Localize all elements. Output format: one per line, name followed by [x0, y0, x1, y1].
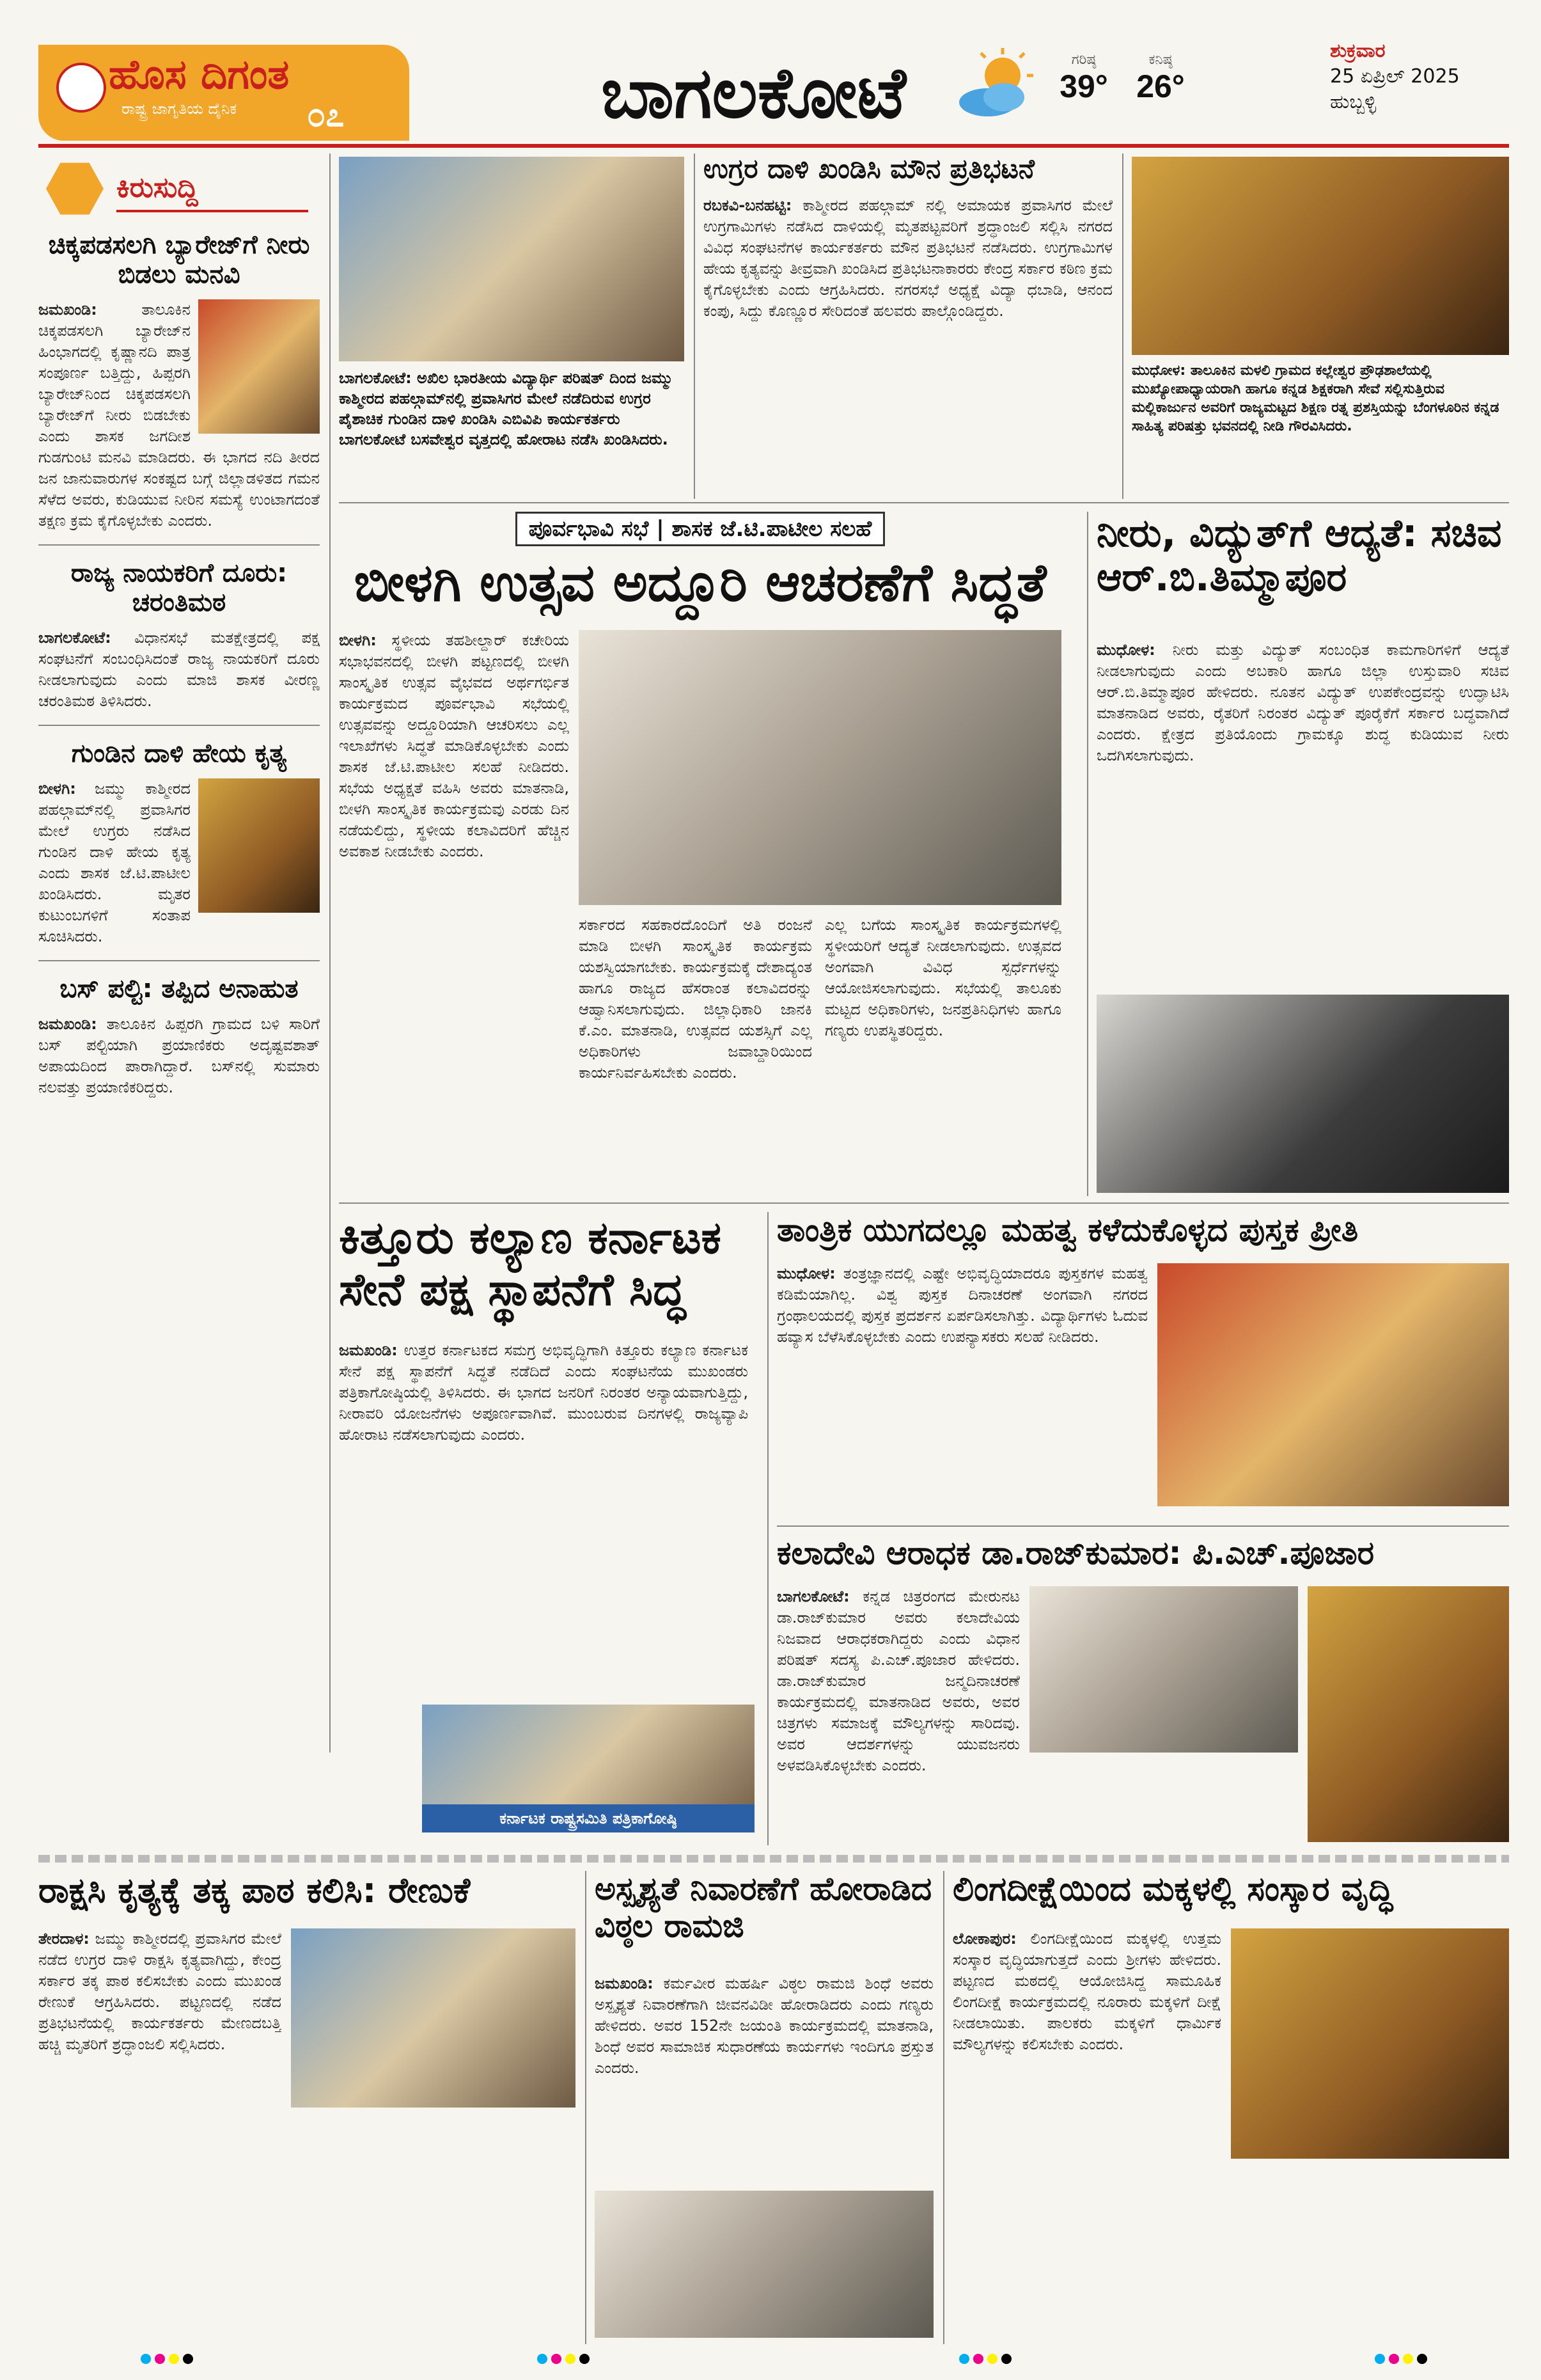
min-temp: ಕನಿಷ್ಠ 26° [1136, 51, 1185, 104]
registration-marks [141, 2354, 197, 2367]
emblem-icon [56, 63, 106, 113]
column-rule [585, 1871, 586, 2344]
book-headline: ತಾಂತ್ರಿಕ ಯುಗದಲ್ಲೂ ಮಹತ್ವ ಕಳೆದುಕೊಳ್ಳದ ಪುಸ್ತಕ ಪ್ರೀತಿ [777, 1212, 1359, 1249]
kirusuddi-header: ಕಿರುಸುದ್ದಿ [46, 160, 315, 217]
brief-headline: ಚಿಕ್ಕಪಡಸಲಗಿ ಬ್ಯಾರೇಜ್‌ಗೆ ನೀರು ಬಿಡಲು ಮನವಿ [48, 230, 310, 289]
row-rule [777, 1525, 1509, 1527]
meeting-photo [579, 630, 1061, 905]
diksha-photo [1231, 1928, 1509, 2159]
day-name: ಶುಕ್ರವಾರ [1330, 40, 1386, 62]
column-rule [767, 1212, 769, 1845]
photo-caption: ಬಾಗಲಕೋಟೆ: ಅಖಿಲ ಭಾರತೀಯ ವಿದ್ಯಾರ್ಥಿ ಪರಿಷತ್ ದಿಂದ ಜಮ್ಮು ಕಾಶ್ಮೀರದ ಪಹಲ್ಗಾಮ್‌ನಲ್ಲಿ ಪ್ರವಾಸಿಗರ ಮೇಲೆ ನಡೆದಿರುವ ಉಗ್ರರ ಪೈಶಾಚಿಕ ಗುಂಡಿನ ದಾಳಿ ಖಂಡಿಸಿ ಎಬಿವಿಪಿ ಕಾರ್ಯಕರ್ತರು ಬಾಗಲಕೋಟೆ ಬಸವೇಶ್ವರ ವೃತ್ತದಲ್ಲಿ ಹೋರಾಟ ನಡೆಸಿ ಖಂಡಿಸಿದರು. [339, 369, 673, 448]
column-rule [1087, 512, 1088, 1196]
water-body: ಮುಧೋಳ: ನೀರು ಮತ್ತು ವಿದ್ಯುತ್ ಸಂಬಂಧಿತ ಕಾಮಗಾರಿಗಳಿಗೆ ಆದ್ಯತೆ ನೀಡಲಾಗುವುದು ಎಂದು ಅಬಕಾರಿ ಹಾಗೂ ಜಿಲ್ಲಾ ಉಸ್ತುವಾರಿ ಸಚಿವ ಆರ್.ಬಿ.ತಿಮ್ಮಾಪೂರ ಹೇಳಿದರು. ನೂತನ ವಿದ್ಯುತ್ ಉಪಕೇಂದ್ರವನ್ನು ಉದ್ಘಾಟಿಸಿ ಮಾತನಾಡಿದ ಅವರು, ರೈತರಿಗೆ ನಿರಂತರ ವಿದ್ಯುತ್ ಪೂರೈಕೆಗೆ ಸರ್ಕಾರ ಬದ್ಧವಾಗಿದೆ ಎಂದರು. ಕ್ಷೇತ್ರದ ಪ್ರತಿಯೊಂದು ಗ್ರಾಮಕ್ಕೂ ಶುದ್ಧ ಕುಡಿಯುವ ನೀರು ಒದಗಿಸಲಾಗುವುದು. [1097, 641, 1509, 764]
brief-photo [198, 778, 320, 913]
brief-headline: ರಾಜ್ಯ ನಾಯಕರಿಗೆ ದೂರು: ಚರಂತಿಮಠ [70, 558, 288, 617]
banner-text: ಕರ್ನಾಟಕ ರಾಷ್ಟ್ರಸಮಿತಿ ಪತ್ರಿಕಾಗೋಷ್ಠಿ [422, 1804, 755, 1832]
hand-icon [46, 160, 104, 217]
edition-title: ಬಾಗಲಕೋಟೆ [601, 52, 906, 134]
date-block [1330, 38, 1509, 122]
section-divider [38, 1855, 1509, 1863]
registration-marks [1375, 2354, 1431, 2367]
column-rule [694, 154, 695, 499]
date-text: 25 ಏಪ್ರಿಲ್ 2025 [1330, 65, 1460, 88]
bottom-body: ತೇರದಾಳ: ಜಮ್ಮು ಕಾಶ್ಮೀರದಲ್ಲಿ ಪ್ರವಾಸಿಗರ ಮೇಲೆ ನಡೆದ ಉಗ್ರರ ದಾಳಿ ರಾಕ್ಷಸಿ ಕೃತ್ಯವಾಗಿದ್ದು, ಕೇಂದ್ರ ಸರ್ಕಾರ ತಕ್ಕ ಪಾಠ ಕಲಿಸಬೇಕು ಎಂದು ಮುಖಂಡ ರೇಣುಕೆ ಆಗ್ರಹಿಸಿದರು. ಪಟ್ಟಣದಲ್ಲಿ ನಡೆದ ಪ್ರತಿಭಟನೆಯಲ್ಲಿ ಕಾರ್ಯಕರ್ತರು ಮೇಣದಬತ್ತಿ ಹಚ್ಚಿ ಮೃತರಿಗೆ ಶ್ರದ್ಧಾಂಜಲಿ ಸಲ್ಲಿಸಿದರು. [38, 1930, 281, 2053]
bottom-headline: ರಾಕ್ಷಸಿ ಕೃತ್ಯಕ್ಕೆ ತಕ್ಕ ಪಾಠ ಕಲಿಸಿ: ರೇಣುಕೆ [38, 1871, 471, 1911]
brief-body: ಜಮಖಂಡಿ: ತಾಲೂಕಿನ ಹಿಪ್ಪರಗಿ ಗ್ರಾಮದ ಬಳಿ ಸಾರಿಗೆ ಬಸ್ ಪಲ್ಟಿಯಾಗಿ ಪ್ರಯಾಣಿಕರು ಅದೃಷ್ಟವಶಾತ್ ಅಪಾಯದಿಂದ ಪಾರಾಗಿದ್ದಾರೆ. ಬಸ್‌ನಲ್ಲಿ ಸುಮಾರು ನಲವತ್ತು ಪ್ರಯಾಣಿಕರಿದ್ದರು. [38, 1015, 320, 1096]
main-kicker: ಪೂರ್ವಭಾವಿ ಸಭೆ | ಶಾಸಕ ಜೆ.ಟಿ.ಪಾಟೀಲ ಸಲಹೆ [339, 512, 1061, 550]
brand-logo [38, 45, 409, 141]
row-rule [339, 1202, 1509, 1204]
column-rule [943, 1871, 944, 2344]
brand-tagline: ರಾಷ್ಟ್ರ ಜಾಗೃತಿಯ ದೈನಿಕ [121, 100, 237, 118]
brief-body: ಜಮಖಂಡಿ: ತಾಲೂಕಿನ ಚಿಕ್ಕಪಡಸಲಗಿ ಬ್ಯಾರೇಜ್‌ನ ಹಿಂಭಾಗದಲ್ಲಿ ಕೃಷ್ಣಾನದಿ ಪಾತ್ರ ಸಂಪೂರ್ಣ ಬತ್ತಿದ್ದು, ಹಿಪ್ಪರಗಿ ಬ್ಯಾರೇಜ್‌ನಿಂದ ಚಿಕ್ಕಪಡಸಲಗಿ ಬ್ಯಾರೇಜ್‌ಗೆ ನೀರು ಬಿಡಬೇಕು ಎಂದು ಶಾಸಕ ಜಗದೀಶ ಗುಡಗುಂಟಿ ಮನವಿ ಮಾಡಿದರು. ಈ ಭಾಗದ ನದಿ ತೀರದ ಜನ ಜಾನುವಾರುಗಳ ಸಂಕಷ್ಟದ ಬಗ್ಗೆ ಜಿಲ್ಲಾಡಳಿತದ ಗಮನ ಸೆಳೆದ ಅವರು, ಕುಡಿಯುವ ನೀರಿನ ಸಮಸ್ಯೆ ಉಂಟಾಗದಂತೆ ತಕ್ಷಣ ಕ್ರಮ ಕೈಗೊಳ್ಳಬೇಕು ಎಂದರು. [38, 301, 320, 530]
raj-photo-2 [1308, 1586, 1509, 1842]
main-body-col1: ಬೀಳಗಿ: ಸ್ಥಳೀಯ ತಹಶೀಲ್ದಾರ್ ಕಚೇರಿಯ ಸಭಾಭವನದಲ್ಲಿ ಬೀಳಗಿ ಪಟ್ಟಣದಲ್ಲಿ ಬೀಳಗಿ ಸಾಂಸ್ಕೃತಿಕ ಉತ್ಸವ ವೈಭವದ ಅರ್ಥಗರ್ಭಿತ ಕಾರ್ಯಕ್ರಮದ ಪೂರ್ವಭಾವಿ ಸಭೆಯಲ್ಲಿ ಉತ್ಸವವನ್ನು ಅದ್ದೂರಿಯಾಗಿ ಆಚರಿಸಲು ಎಲ್ಲ ಇಲಾಖೆಗಳು ಸಿದ್ಧತೆ ಮಾಡಿಕೊಳ್ಳಬೇಕು ಎಂದು ಶಾಸಕ ಜೆ.ಟಿ.ಪಾಟೀಲ ಸಲಹೆ ನೀಡಿದರು. ಸಭೆಯ ಅಧ್ಯಕ್ಷತೆ ವಹಿಸಿ ಅವರು ಮಾತನಾಡಿ, ಬೀಳಗಿ ಸಾಂಸ್ಕೃತಿಕ ಕಾರ್ಯಕ್ರಮವು ಎರಡು ದಿನ ನಡೆಯಲಿದ್ದು, ಸ್ಥಳೀಯ ಕಲಾವಿದರಿಗೆ ಹೆಚ್ಚಿನ ಅವಕಾಶ ನೀಡಬೇಕು ಎಂದರು. [339, 631, 569, 860]
book-body: ಮುಧೋಳ: ತಂತ್ರಜ್ಞಾನದಲ್ಲಿ ಎಷ್ಟೇ ಅಭಿವೃದ್ಧಿಯಾದರೂ ಪುಸ್ತಕಗಳ ಮಹತ್ವ ಕಡಿಮೆಯಾಗಿಲ್ಲ. ವಿಶ್ವ ಪುಸ್ತಕ ದಿನಾಚರಣೆ ಅಂಗವಾಗಿ ನಗರದ ಗ್ರಂಥಾಲಯದಲ್ಲಿ ಪುಸ್ತಕ ಪ್ರದರ್ಶನ ಏರ್ಪಡಿಸಲಾಗಿತ್ತು. ವಿದ್ಯಾರ್ಥಿಗಳು ಓದುವ ಹವ್ಯಾಸ ಬೆಳೆಸಿಕೊಳ್ಳಬೇಕು ಎಂದು ಉಪನ್ಯಾಸಕರು ಸಲಹೆ ನೀಡಿದರು. [777, 1265, 1148, 1346]
masthead-rule [38, 144, 1509, 148]
raj-photo [1029, 1586, 1298, 1753]
raj-headline: ಕಲಾದೇವಿ ಆರಾಧಕ ಡಾ.ರಾಜ್‌ಕುಮಾರ: ಪಿ.ಎಚ್.ಪೂಜಾರ [777, 1535, 1375, 1572]
row-rule [339, 502, 1509, 503]
brief-headline: ಗುಂಡಿನ ದಾಳಿ ಹೇಯ ಕೃತ್ಯ [71, 739, 287, 768]
column-rule [329, 154, 331, 1753]
bottom-body: ಜಮಖಂಡಿ: ಕರ್ಮವೀರ ಮಹರ್ಷಿ ವಿಠ್ಠಲ ರಾಮಜಿ ಶಿಂಧೆ ಅವರು ಅಸ್ಪೃಶ್ಯತೆ ನಿವಾರಣೆಗಾಗಿ ಜೀವನವಿಡೀ ಹೋರಾಡಿದರು ಎಂದು ಗಣ್ಯರು ಹೇಳಿದರು. ಅವರ 152ನೇ ಜಯಂತಿ ಕಾರ್ಯಕ್ರಮದಲ್ಲಿ ಮಾತನಾಡಿ, ಶಿಂಧೆ ಅವರ ಸಾಮಾಜಿಕ ಸುಧಾರಣೆಯ ಕಾರ್ಯಗಳು ಇಂದಿಗೂ ಪ್ರಸ್ತುತ ಎಂದರು. [595, 1974, 934, 2077]
bottom-headline: ಅಸ್ಪೃಶ್ಯತೆ ನಿವಾರಣೆಗೆ ಹೋರಾಡಿದ ವಿಠ್ಠಲ ರಾಮಜಿ [595, 1871, 932, 1944]
main-headline: ಬೀಳಗಿ ಉತ್ಸವ ಅದ್ದೂರಿ ಆಚರಣೆಗೆ ಸಿದ್ಧತೆ [354, 553, 1047, 613]
protest-photo-2 [291, 1928, 575, 2108]
substation-photo [1097, 995, 1509, 1193]
protest-photo [339, 157, 684, 361]
award-photo [1132, 157, 1509, 355]
raj-body: ಬಾಗಲಕೋಟೆ: ಕನ್ನಡ ಚಿತ್ರರಂಗದ ಮೇರುನಟ ಡಾ.ರಾಜ್‌ಕುಮಾರ ಅವರು ಕಲಾದೇವಿಯ ನಿಜವಾದ ಆರಾಧಕರಾಗಿದ್ದರು ಎಂದು ವಿಧಾನ ಪರಿಷತ್ ಸದಸ್ಯ ಪಿ.ಎಚ್.ಪೂಜಾರ ಹೇಳಿದರು. ಡಾ.ರಾಜ್‌ಕುಮಾರ ಜನ್ಮದಿನಾಚರಣೆ ಕಾರ್ಯಕ್ರಮದಲ್ಲಿ ಮಾತನಾಡಿದ ಅವರು, ಅವರ ಚಿತ್ರಗಳು ಸಮಾಜಕ್ಕೆ ಮೌಲ್ಯಗಳನ್ನು ಸಾರಿದವು. ಅವರ ಆದರ್ಶಗಳನ್ನು ಯುವಜನರು ಅಳವಡಿಸಿಕೊಳ್ಳಬೇಕು ಎಂದರು. [777, 1588, 1020, 1774]
brand-title: ಹೊಸ ದಿಗಂತ [109, 51, 290, 99]
brief-photo [198, 299, 320, 434]
pressmeet-photo [422, 1705, 755, 1832]
left-column [38, 230, 320, 1957]
page-number: ೦೭ [307, 96, 345, 134]
bottom-headline: ಲಿಂಗದೀಕ್ಷೆಯಿಂದ ಮಕ್ಕಳಲ್ಲಿ ಸಂಸ್ಕಾರ ವೃದ್ಧಿ [953, 1871, 1393, 1909]
kittur-body: ಜಮಖಂಡಿ: ಉತ್ತರ ಕರ್ನಾಟಕದ ಸಮಗ್ರ ಅಭಿವೃದ್ಧಿಗಾಗಿ ಕಿತ್ತೂರು ಕಲ್ಯಾಣ ಕರ್ನಾಟಕ ಸೇನೆ ಪಕ್ಷ ಸ್ಥಾಪನೆಗೆ ಸಿದ್ಧತೆ ನಡೆದಿದೆ ಎಂದು ಸಂಘಟನೆಯ ಮುಖಂಡರು ಪತ್ರಿಕಾಗೋಷ್ಠಿಯಲ್ಲಿ ತಿಳಿಸಿದರು. ಈ ಭಾಗದ ಜನರಿಗೆ ನಿರಂತರ ಅನ್ಯಾಯವಾಗುತ್ತಿದ್ದು, ನೀರಾವರಿ ಯೋಜನೆಗಳು ಅಪೂರ್ಣವಾಗಿವೆ. ಮುಂಬರುವ ದಿನಗಳಲ್ಲಿ ರಾಜ್ಯವ್ಯಾಪಿ ಹೋರಾಟ ನಡೆಸಲಾಗುವುದು ಎಂದರು. [339, 1341, 748, 1444]
brief-body: ಬಾಗಲಕೋಟೆ: ವಿಧಾನಸಭೆ ಮತಕ್ಷೇತ್ರದಲ್ಲಿ ಪಕ್ಷ ಸಂಘಟನೆಗೆ ಸಂಬಂಧಿಸಿದಂತೆ ರಾಜ್ಯ ನಾಯಕರಿಗೆ ದೂರು ನೀಡಲಾಗುವುದು ಎಂದು ಮಾಜಿ ಶಾಸಕ ವೀರಣ್ಣ ಚರಂತಿಮಠ ತಿಳಿಸಿದರು. [38, 629, 320, 710]
jayanti-photo [595, 2191, 934, 2338]
photo-caption: ಮುಧೋಳ: ತಾಲೂಕಿನ ಮಳಲಿ ಗ್ರಾಮದ ಕಲ್ಲೇಶ್ವರ ಪ್ರೌಢಶಾಲೆಯಲ್ಲಿ ಮುಖ್ಯೋಪಾಧ್ಯಾಯರಾಗಿ ಹಾಗೂ ಕನ್ನಡ ಶಿಕ್ಷಕರಾಗಿ ಸೇವೆ ಸಲ್ಲಿಸುತ್ತಿರುವ ಮಲ್ಲಿಕಾರ್ಜುನ ಅವರಿಗೆ ರಾಜ್ಯಮಟ್ಟದ ಶಿಕ್ಷಣ ರತ್ನ ಪ್ರಶಸ್ತಿಯನ್ನು ಬೆಂಗಳೂರಿನ ಕನ್ನಡ ಸಾಹಿತ್ಯ ಪರಿಷತ್ತು ಭವನದಲ್ಲಿ ನೀಡಿ ಗೌರವಿಸಿದರು. [1132, 363, 1499, 434]
main-body-col3: ಎಲ್ಲ ಬಗೆಯ ಸಾಂಸ್ಕೃತಿಕ ಕಾರ್ಯಕ್ರಮಗಳಲ್ಲಿ ಸ್ಥಳೀಯರಿಗೆ ಆದ್ಯತೆ ನೀಡಲಾಗುವುದು. ಉತ್ಸವದ ಅಂಗವಾಗಿ ವಿವಿಧ ಸ್ಪರ್ಧೆಗಳನ್ನು ಆಯೋಜಿಸಲಾಗುವುದು. ಸಭೆಯಲ್ಲಿ ತಾಲೂಕು ಮಟ್ಟದ ಅಧಿಕಾರಿಗಳು, ಜನಪ್ರತಿನಿಧಿಗಳು ಹಾಗೂ ಗಣ್ಯರು ಉಪಸ್ಥಿತರಿದ್ದರು. [825, 916, 1061, 1039]
story-headline: ಉಗ್ರರ ದಾಳಿ ಖಂಡಿಸಿ ಮೌನ ಪ್ರತಿಭಟನೆ [703, 154, 1035, 184]
book-photo [1157, 1263, 1509, 1506]
brief-headline: ಬಸ್ ಪಲ್ಟಿ: ತಪ್ಪಿದ ಅನಾಹುತ [59, 974, 299, 1004]
main-body-col2: ಸರ್ಕಾರದ ಸಹಕಾರದೊಂದಿಗೆ ಅತಿ ರಂಜನೆ ಮಾಡಿ ಬೀಳಗಿ ಸಾಂಸ್ಕೃತಿಕ ಕಾರ್ಯಕ್ರಮ ಯಶಸ್ವಿಯಾಗಬೇಕು. ಕಾರ್ಯಕ್ರಮಕ್ಕೆ ದೇಶಾದ್ಯಂತ ಹಾಗೂ ರಾಜ್ಯದ ಹೆಸರಾಂತ ಕಲಾವಿದರನ್ನು ಆಹ್ವಾನಿಸಲಾಗುವುದು. ಜಿಲ್ಲಾಧಿಕಾರಿ ಜಾನಕಿ ಕೆ.ಎಂ. ಮಾತನಾಡಿ, ಉತ್ಸವದ ಯಶಸ್ಸಿಗೆ ಎಲ್ಲ ಅಧಿಕಾರಿಗಳು ಜವಾಬ್ದಾರಿಯಿಂದ ಕಾರ್ಯನಿರ್ವಹಿಸಬೇಕು ಎಂದರು. [579, 916, 812, 1082]
water-headline: ನೀರು, ವಿದ್ಯುತ್‌ಗೆ ಆದ್ಯತೆ: ಸಚಿವ ಆರ್.ಬಿ.ತಿಮ್ಮಾಪೂರ [1097, 512, 1502, 600]
registration-marks [959, 2354, 1015, 2367]
column-rule [1122, 154, 1123, 499]
registration-marks [537, 2354, 593, 2367]
brief-body: ಬೀಳಗಿ: ಜಮ್ಮು ಕಾಶ್ಮೀರದ ಪಹಲ್ಗಾಮ್‌ನಲ್ಲಿ ಪ್ರವಾಸಿಗರ ಮೇಲೆ ಉಗ್ರರು ನಡೆಸಿದ ಗುಂಡಿನ ದಾಳಿ ಹೇಯ ಕೃತ್ಯ ಎಂದು ಶಾಸಕ ಜೆ.ಟಿ.ಪಾಟೀಲ ಖಂಡಿಸಿದರು. ಮೃತರ ಕುಟುಂಬಗಳಿಗೆ ಸಂತಾಪ ಸೂಚಿಸಿದರು. [38, 780, 191, 945]
bottom-body: ಲೋಕಾಪುರ: ಲಿಂಗದೀಕ್ಷೆಯಿಂದ ಮಕ್ಕಳಲ್ಲಿ ಉತ್ತಮ ಸಂಸ್ಕಾರ ವೃದ್ಧಿಯಾಗುತ್ತದೆ ಎಂದು ಶ್ರೀಗಳು ಹೇಳಿದರು. ಪಟ್ಟಣದ ಮಠದಲ್ಲಿ ಆಯೋಜಿಸಿದ್ದ ಸಾಮೂಹಿಕ ಲಿಂಗದೀಕ್ಷೆ ಕಾರ್ಯಕ್ರಮದಲ್ಲಿ ನೂರಾರು ಮಕ್ಕಳಿಗೆ ದೀಕ್ಷೆ ನೀಡಲಾಯಿತು. ಪಾಲಕರು ಮಕ್ಕಳಿಗೆ ಧಾರ್ಮಿಕ ಮೌಲ್ಯಗಳನ್ನು ಕಲಿಸಬೇಕು ಎಂದರು. [953, 1930, 1221, 2053]
kittur-headline: ಕಿತ್ತೂರು ಕಲ್ಯಾಣ ಕರ್ನಾಟಕ ಸೇನೆ ಪಕ್ಷ ಸ್ಥಾಪನೆಗೆ ಸಿದ್ಧ [339, 1212, 721, 1316]
weather-icon [953, 45, 1036, 128]
max-temp: ಗರಿಷ್ಠ 39° [1060, 51, 1108, 104]
place-text: ಹುಬ್ಬಳ್ಳಿ [1330, 91, 1377, 113]
story-body: ರಬಕವಿ-ಬನಹಟ್ಟಿ: ಕಾಶ್ಮೀರದ ಪಹಲ್ಗಾಮ್ ನಲ್ಲಿ ಅಮಾಯಕ ಪ್ರವಾಸಿಗರ ಮೇಲೆ ಉಗ್ರಗಾಮಿಗಳು ನಡೆಸಿದ ದಾಳಿಯಲ್ಲಿ ಮೃತಪಟ್ಟವರಿಗೆ ಶ್ರದ್ಧಾಂಜಲಿ ಸಲ್ಲಿಸಿ ನಗರದ ವಿವಿಧ ಸಂಘಟನೆಗಳ ಕಾರ್ಯಕರ್ತರು ಮೌನ ಪ್ರತಿಭಟನೆ ನಡೆಸಿದರು. ಉಗ್ರಗಾಮಿಗಳ ಹೇಯ ಕೃತ್ಯವನ್ನು ತೀವ್ರವಾಗಿ ಖಂಡಿಸಿದ ಪ್ರತಿಭಟನಾಕಾರರು ಕೇಂದ್ರ ಸರ್ಕಾರ ಕಠಿಣ ಕ್ರಮ ಕೈಗೊಳ್ಳಬೇಕು ಎಂದು ಆಗ್ರಹಿಸಿದರು. ನಗರಸಭೆ ಅಧ್ಯಕ್ಷೆ ವಿದ್ಯಾ ಧಬಾಡಿ, ಆನಂದ ಕಂಪು, ಸಿದ್ದು ಕೊಣ್ಣೂರ ಸೇರಿದಂತೆ ಹಲವರು ಪಾಲ್ಗೊಂಡಿದ್ದರು. [703, 196, 1113, 320]
